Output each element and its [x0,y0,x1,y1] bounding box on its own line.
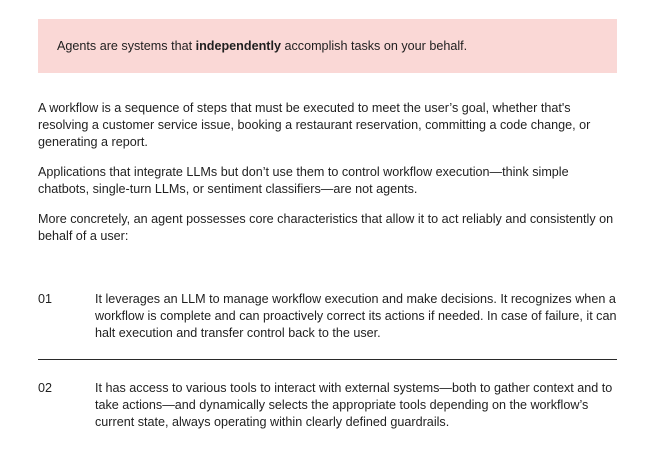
characteristic-number: 02 [38,381,53,395]
characteristic-text: It leverages an LLM to manage workflow execution and make decisions. It recognizes when a workflow is complete and can proactively correct its actions if needed. In case of failure, it can halt execution and transfer control back to the user. [95,292,617,340]
callout-text [57,38,467,55]
workflow-definition-paragraph: A workflow is a sequence of steps that must be executed to meet the user’s goal, whether that's resolving a customer service issue, booking a restaurant reservation, committing a code change, or generating a report. [38,101,591,149]
non-agent-applications-paragraph: Applications that integrate LLMs but don’t use them to control workflow execution—think simple chatbots, single-turn LLMs, or sentiment classifiers—are not agents. [38,165,569,196]
definition-callout [38,19,617,73]
callout-prefix: Agents are systems that [57,38,196,53]
characteristic-text: It has access to various tools to interact with external systems—both to gather context and to take actions—and dynamically selects the appropriate tools depending on the workflow’s current state, always operating within clearly defined guardrails. [95,381,613,429]
section-divider [38,359,617,360]
callout-suffix: accomplish tasks on your behalf. [280,38,468,53]
callout-emphasis: independently [195,38,281,53]
agent-characteristics-intro-paragraph: More concretely, an agent possesses core characteristics that allow it to act reliably and consistently on behalf of a user: [38,212,614,243]
characteristic-number: 01 [38,292,53,306]
